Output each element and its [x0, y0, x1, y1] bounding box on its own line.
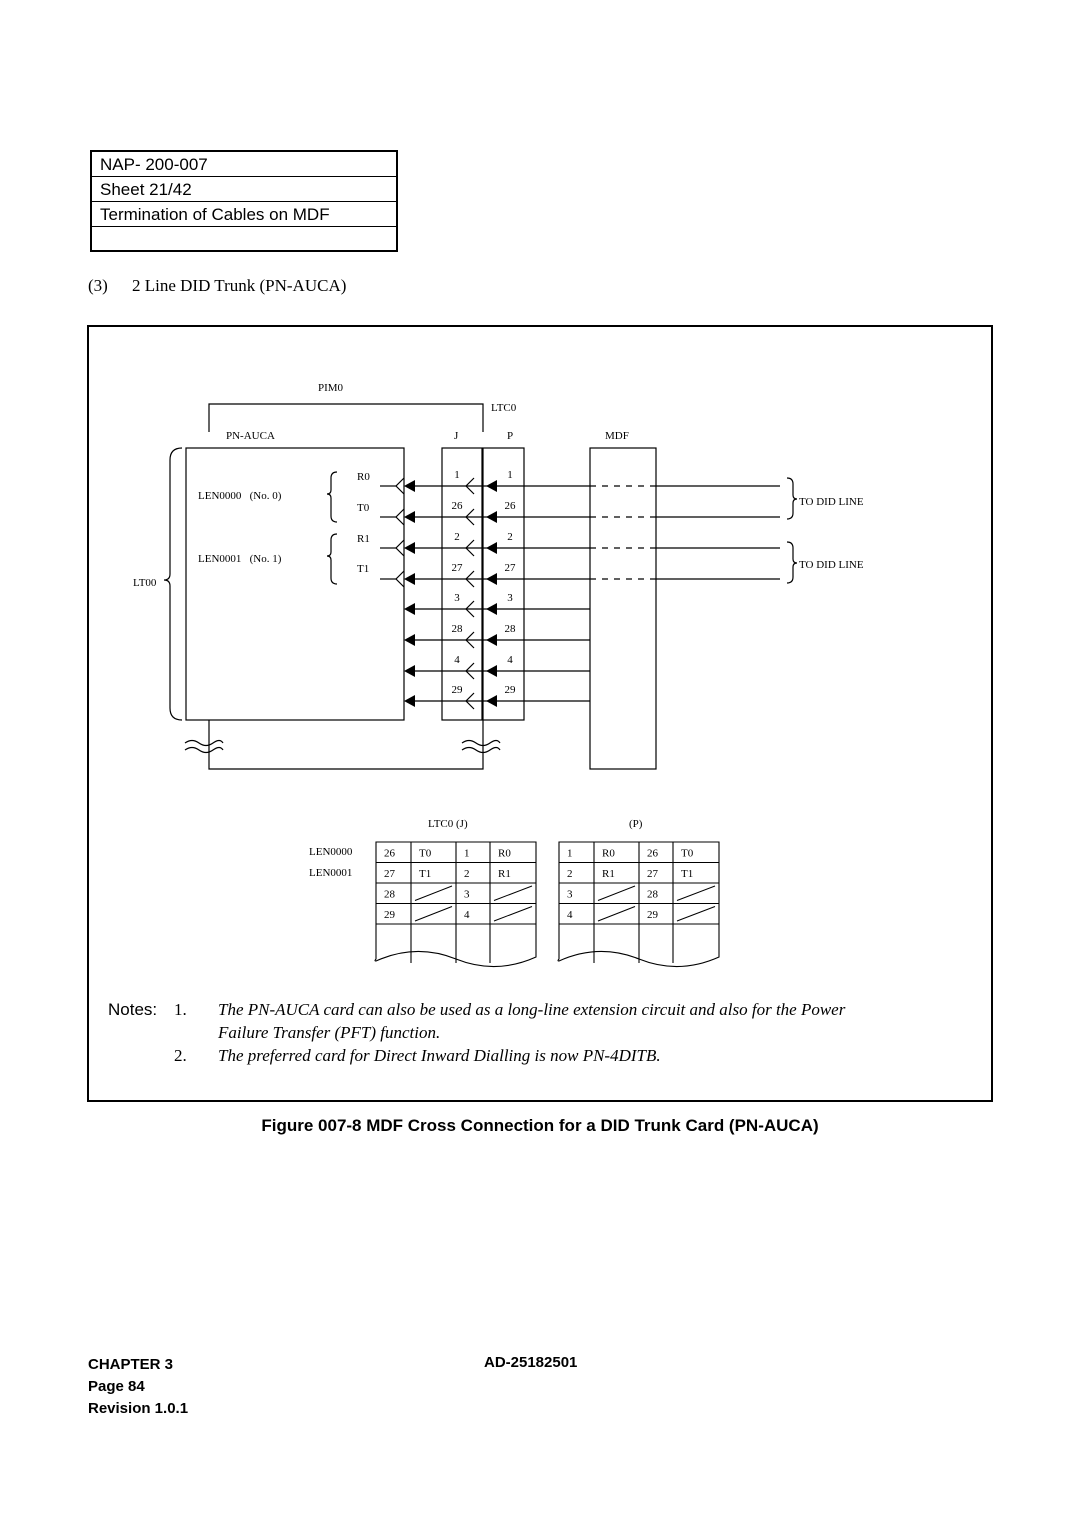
footer-left — [88, 1354, 188, 1420]
pin-j-4: 4 — [454, 654, 460, 666]
section-number: (3) — [88, 276, 108, 295]
p-table-slash-2-3 — [677, 886, 715, 901]
arrow-p-2 — [486, 542, 497, 554]
j-table-cell-0-0: 26 — [384, 847, 395, 860]
p-table-cell-1-3: T1 — [681, 868, 694, 880]
pin-p-28: 28 — [504, 623, 516, 635]
p-table-cell-2-2: 28 — [647, 888, 658, 901]
connector-j — [442, 448, 482, 720]
p-table-cell-3-2: 29 — [647, 909, 658, 921]
j-table-slash-2-1 — [415, 886, 452, 901]
p-table-cell-0-1: R0 — [602, 847, 615, 860]
section-heading — [88, 276, 346, 296]
row-label-len0001: LEN0001 — [309, 867, 353, 879]
arrow-p-4 — [486, 665, 497, 677]
document-header-box — [90, 150, 398, 252]
arrow-j-2 — [404, 542, 415, 554]
row-label-len0000: LEN0000 — [309, 846, 353, 858]
wire-group — [380, 469, 780, 709]
len0-label: LEN0000 (No. 0) — [198, 490, 282, 502]
figure-frame — [87, 325, 993, 1102]
note-text-1: The PN-AUCA card can also be used as a long-line extension circuit and also for the Power — [218, 1000, 846, 1019]
pn-auca-card — [186, 448, 404, 720]
footer-revision: Revision 1.0.1 — [88, 1400, 189, 1417]
arrow-j-4 — [404, 665, 415, 677]
p-table-cell-1-0: 2 — [567, 868, 573, 880]
p-table-cell-0-3: T0 — [681, 847, 694, 860]
j-table-cell-1-3: R1 — [498, 868, 511, 880]
lead-r0: R0 — [357, 471, 370, 483]
jack-card-26 — [396, 509, 404, 525]
len0-brace — [327, 472, 337, 522]
sheet-number: Sheet 21/42 — [92, 177, 396, 202]
j-table-slash-3-1 — [415, 907, 452, 922]
arrow-p-26 — [486, 511, 497, 523]
pin-p-29: 29 — [504, 684, 516, 696]
break-mark-right-2 — [462, 748, 500, 753]
mdf-block — [590, 448, 656, 769]
doc-id: NAP- 200-007 — [92, 152, 396, 177]
note-text-1-cont: Failure Transfer (PFT) function. — [218, 1023, 441, 1042]
arrow-j-28 — [404, 634, 415, 646]
card-label: PN-AUCA — [226, 430, 275, 442]
pin-p-1: 1 — [507, 469, 513, 481]
did-brace-1 — [787, 478, 797, 519]
arrow-j-3 — [404, 603, 415, 615]
break-mark-left-2 — [185, 748, 223, 753]
p-table-title: (P) — [629, 818, 643, 830]
p-table-cell-0-2: 26 — [647, 847, 658, 860]
arrow-p-3 — [486, 603, 497, 615]
did-brace-2 — [787, 542, 797, 583]
lt-label: LT00 — [133, 577, 157, 589]
pin-j-27: 27 — [451, 562, 463, 574]
arrow-j-1 — [404, 480, 415, 492]
lt00-brace — [164, 448, 182, 720]
arrow-j-26 — [404, 511, 415, 523]
p-table-cell-3-0: 4 — [567, 909, 573, 921]
pin-j-28: 28 — [451, 623, 463, 635]
footer-page: Page 84 — [88, 1378, 145, 1395]
pin-p-26: 26 — [504, 500, 516, 512]
note-number-2: 2. — [174, 1046, 187, 1065]
section-title: 2 Line DID Trunk (PN-AUCA) — [132, 276, 347, 295]
j-table-cell-0-1: T0 — [419, 847, 432, 860]
pin-j-2: 2 — [454, 531, 460, 543]
pim-frame-top — [209, 404, 483, 432]
connector-p — [483, 448, 524, 720]
arrow-j-29 — [404, 695, 415, 707]
j-table-cell-3-0: 29 — [384, 909, 395, 921]
j-table-cell-3-2: 4 — [464, 909, 470, 921]
pim-label: PIM0 — [318, 382, 344, 394]
jack-card-1 — [396, 478, 404, 494]
j-table-cell-0-2: 1 — [464, 847, 470, 860]
note-line-2 — [108, 1021, 978, 1044]
p-table-cell-0-0: 1 — [567, 847, 573, 860]
arrow-j-27 — [404, 573, 415, 585]
j-table-cell-2-0: 28 — [384, 888, 395, 901]
j-table-title: LTC0 (J) — [428, 818, 468, 830]
jack-card-2 — [396, 540, 404, 556]
did-line-1: TO DID LINE — [799, 496, 864, 508]
j-table-cell-2-2: 3 — [464, 888, 470, 901]
p-table-cell-2-0: 3 — [567, 888, 573, 901]
mdf-label: MDF — [605, 430, 629, 442]
pin-tables — [309, 818, 719, 967]
j-table-cell-1-2: 2 — [464, 868, 470, 880]
j-label: J — [454, 430, 459, 442]
pin-p-27: 27 — [504, 562, 516, 574]
lead-t1: T1 — [357, 563, 370, 575]
p-table-slash-2-1 — [598, 886, 635, 901]
notes-label: Notes: — [108, 1000, 158, 1019]
p-table-cell-1-2: 27 — [647, 868, 658, 880]
note-number-1: 1. — [174, 1000, 187, 1019]
arrow-p-27 — [486, 573, 497, 585]
jack-card-27 — [396, 571, 404, 587]
arrow-p-1 — [486, 480, 497, 492]
break-mark-right — [462, 741, 500, 746]
pin-j-3: 3 — [454, 592, 460, 604]
ltc-label: LTC0 — [491, 402, 517, 414]
break-mark-left — [185, 741, 223, 746]
doc-title: Termination of Cables on MDF — [92, 202, 396, 227]
p-label: P — [507, 430, 514, 442]
did-line-2: TO DID LINE — [799, 559, 864, 571]
j-table-slash-3-3 — [494, 907, 532, 922]
p-table-cell-1-1: R1 — [602, 868, 615, 880]
j-table-cell-1-1: T1 — [419, 868, 432, 880]
pin-j-26: 26 — [451, 500, 463, 512]
pin-j-1: 1 — [454, 469, 460, 481]
p-table-slash-3-1 — [598, 907, 635, 922]
note-text-2: The preferred card for Direct Inward Dialling is now PN-4DITB. — [218, 1046, 661, 1065]
arrow-p-28 — [486, 634, 497, 646]
j-table-slash-2-3 — [494, 886, 532, 901]
pin-p-4: 4 — [507, 654, 513, 666]
footer-chapter: CHAPTER 3 — [88, 1356, 174, 1373]
p-table-slash-3-3 — [677, 907, 715, 922]
lead-r1: R1 — [357, 533, 370, 545]
pin-p-2: 2 — [507, 531, 513, 543]
j-table-cell-0-3: R0 — [498, 847, 511, 860]
pin-j-29: 29 — [451, 684, 463, 696]
lead-t0: T0 — [357, 502, 370, 514]
footer-doc-number: AD-25182501 — [484, 1354, 578, 1371]
note-line-3 — [108, 1044, 978, 1067]
len1-label: LEN0001 (No. 1) — [198, 553, 282, 565]
pim-frame-bottom — [209, 720, 483, 769]
figure-caption: Figure 007-8 MDF Cross Connection for a DID Trunk Card (PN-AUCA) — [261, 1116, 819, 1135]
pin-p-3: 3 — [507, 592, 513, 604]
j-table-cell-1-0: 27 — [384, 868, 395, 880]
header-blank-row — [92, 227, 396, 252]
arrow-p-29 — [486, 695, 497, 707]
len1-brace — [327, 534, 337, 584]
notes-block — [108, 998, 978, 1067]
mdf-cross-connection-diagram — [89, 327, 991, 1100]
note-line-1 — [108, 998, 978, 1021]
